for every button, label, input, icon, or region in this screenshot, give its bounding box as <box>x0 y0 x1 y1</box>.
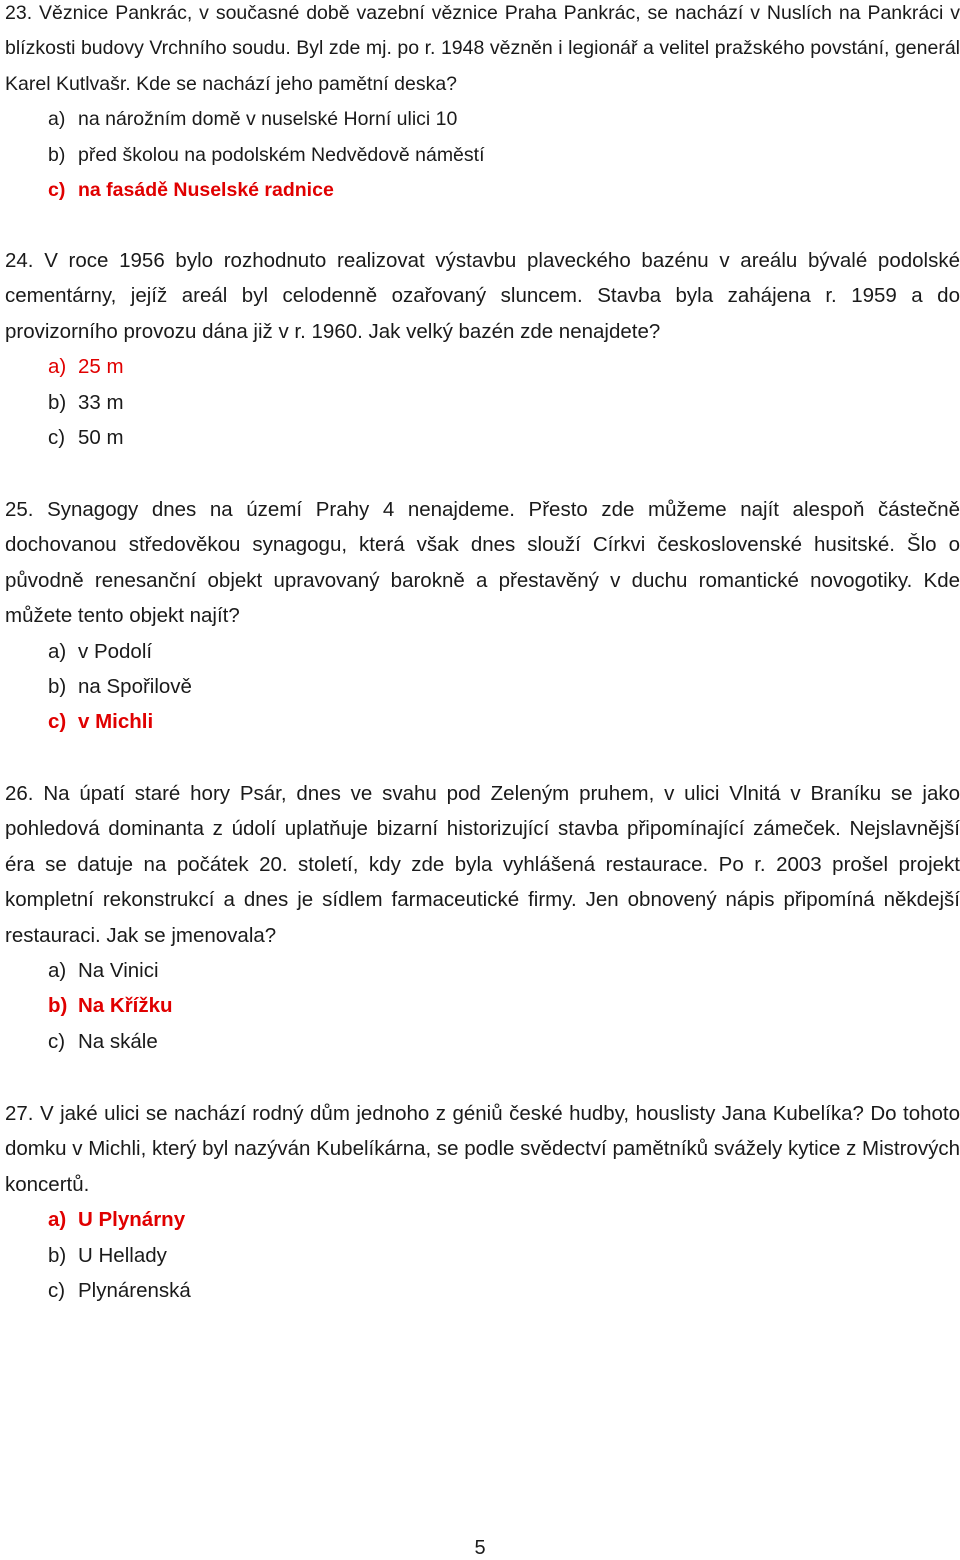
option-a-correct: a) U Plynárny <box>48 1208 186 1232</box>
question-text: 26. Na úpatí staré hory Psár, dnes ve svahu pod Zeleným pruhem, v ulici Vlnitá v Braníku se jako pohledová dominanta z údolí uplatňuje bizarní historizující stavba připomínající zámeček. Nejslavnější éra se datuje na počátek 20. století, kdy zde byla vyhlášená restaurace. Po r. 2003 prošel projekt kompletní rekonstrukcí a dnes je sídlem farmaceutické firmy. Jen obnovený nápis připomíná někdejší restauraci. Jak se jmenovala? <box>5 782 960 947</box>
answer-options <box>5 349 960 455</box>
question-26 <box>5 776 960 1059</box>
question-text: 24. V roce 1956 bylo rozhodnuto realizovat výstavbu plaveckého bazénu v areálu bývalé podolské cementárny, jejíž areál byl celodenně ozařovaný sluncem. Stavba byla zahájena r. 1959 a do provizorního provozu dána již v r. 1960. Jak velký bazén zde nenajdete? <box>5 249 960 343</box>
question-24 <box>5 243 960 455</box>
answer-options <box>5 102 960 208</box>
option-a: a) Na Vinici <box>48 959 159 983</box>
question-text: 27. V jaké ulici se nachází rodný dům jednoho z géniů české hudby, houslisty Jana Kubelíka? Do tohoto domku v Michli, který byl nazýván Kubelíkárna, se podle svědectví pamětníků svážely kytice z Mistrových koncertů. <box>5 1102 960 1196</box>
option-b-correct: b) Na Křížku <box>48 994 173 1018</box>
answer-options <box>5 953 960 1059</box>
question-text: 25. Synagogy dnes na území Prahy 4 nenajdeme. Přesto zde můžeme najít alespoň částečně dochovanou středověkou synagogu, která však dnes slouží Církvi československé husitské. Šlo o původně renesanční objekt upravovaný barokně a přestavěný v duchu romantické novogotiky. Kde můžete tento objekt najít? <box>5 498 960 628</box>
option-c: c) Plynárenská <box>48 1279 191 1303</box>
question-25 <box>5 492 960 740</box>
question-23 <box>5 0 960 208</box>
answer-options <box>5 1202 960 1308</box>
option-c: c) Na skále <box>48 1029 158 1053</box>
option-c-correct: c) v Michli <box>48 710 154 734</box>
option-c: c) 50 m <box>48 426 124 450</box>
page-number: 5 <box>474 1537 486 1559</box>
option-b: b) před školou na podolském Nedvědově náměstí <box>48 143 485 166</box>
option-b: b) na Spořilově <box>48 675 192 699</box>
question-text: 23. Věznice Pankrác, v současné době vazební věznice Praha Pankrác, se nachází v Nuslích na Pankráci v blízkosti budovy Vrchního soudu. Byl zde mj. po r. 1948 vězněn i legionář a velitel pražského povstání, generál Karel Kutlvašr. Kde se nachází jeho pamětní deska? <box>5 2 960 95</box>
option-a: a) na nárožním domě v nuselské Horní ulici 10 <box>48 108 458 131</box>
option-a: a) v Podolí <box>48 639 153 663</box>
question-27 <box>5 1096 960 1308</box>
option-c-correct: c) na fasádě Nuselské radnice <box>48 179 334 202</box>
option-b: b) U Hellady <box>48 1243 167 1267</box>
option-b: b) 33 m <box>48 390 124 414</box>
answer-options <box>5 634 960 740</box>
option-a-correct: a) 25 m <box>48 355 124 379</box>
